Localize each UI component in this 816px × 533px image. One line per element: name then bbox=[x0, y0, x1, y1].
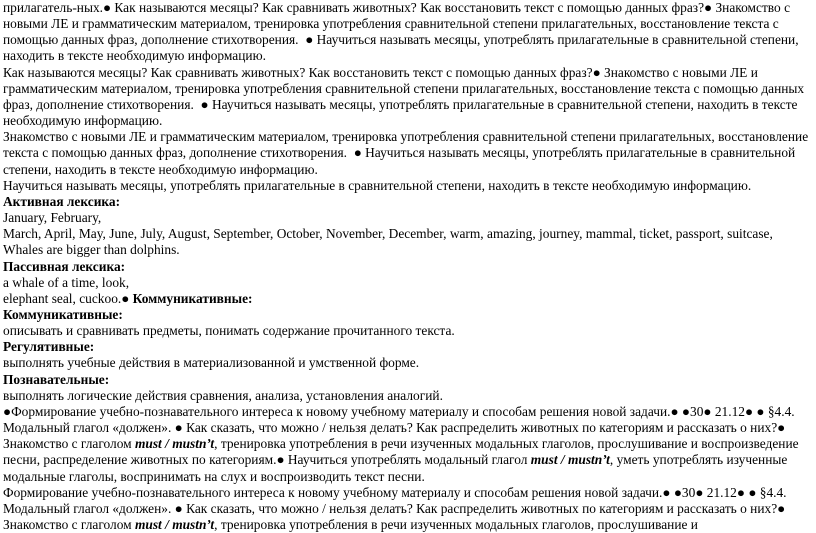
paragraph-lesson-plan-1 bbox=[3, 404, 815, 485]
passive-vocabulary-line-1: a whale of a time, look, bbox=[3, 274, 130, 290]
lesson-plan-1-part-2: , тренировка употребления в речи изученных модальных глаголов, прослушивание и воспроизведение песни, распределение животных по категориям.● Научиться употреблять модальный глагол bbox=[3, 436, 799, 468]
lesson-plan-1-part-3: , уметь употреблять изученные модальные глаголы, воспринимать на слух и воспроизводить текст песни. bbox=[3, 452, 788, 484]
paragraph-lesson-goals-1: прилагатель-ных.● Как называются месяцы? Как сравнивать животных? Как восстановить текст с помощью данных фраз?● Знакомство с новыми ЛЕ и грамматическим материалом, тренировка употребления сравнительной степени прилагательных, восстановление текста с помощью данных фраз, дополнение стихотворения. ● Научиться называть месяцы, употреблять прилагательные в сравнительной степени, находить в тексте необходимую информацию. bbox=[3, 0, 799, 64]
lesson-plan-2-part-2: , тренировка употребления в речи изученных модальных глаголов, прослушивание и bbox=[214, 517, 698, 532]
passive-vocabulary-line-2 bbox=[3, 291, 815, 307]
active-vocabulary-heading: Активная лексика: bbox=[3, 193, 121, 209]
communicative-heading: Коммуникативные: bbox=[3, 306, 123, 322]
modal-verb-term-1: must / mustn’t bbox=[134, 436, 215, 452]
passive-vocabulary-text: elephant seal, cuckoo.● bbox=[3, 290, 133, 306]
modal-verb-term-2: must / mustn’t bbox=[530, 452, 610, 468]
paragraph-lesson-goals-4: Научиться называть месяцы, употреблять прилагательные в сравнительной степени, находить в тексте необходимую информацию. bbox=[3, 177, 752, 193]
communicative-text: описывать и сравнивать предметы, понимать содержание прочитанного текста. bbox=[3, 323, 455, 339]
communicative-inline-heading: Коммуникативные: bbox=[132, 290, 253, 306]
modal-verb-term-3: must / mustn’t bbox=[134, 517, 215, 532]
paragraph-lesson-goals-3: Знакомство с новыми ЛЕ и грамматическим материалом, тренировка употребления сравнительной степени прилагательных, восстановление текста с помощью данных фраз, дополнение стихотворения. ● Научиться называть месяцы, употреблять прилагательные в сравнительной степени, находить в тексте необходимую информацию. bbox=[3, 129, 809, 177]
cognitive-text: выполнять логические действия сравнения, анализа, установления аналогий. bbox=[3, 387, 443, 403]
passive-vocabulary-heading: Пассивная лексика: bbox=[3, 258, 126, 274]
active-vocabulary-line-1: January, February, bbox=[3, 210, 102, 226]
lesson-plan-1-part-1: ●Формирование учебно-познавательного интереса к новому учебному материалу и способам решения новой задачи.● ●30● 21.12● ● §4.4. Модальный глагол «должен». ● Как сказать, что можно / нельзя делать? Как распределить животных по категориям и рассказать о них?● Знакомство с глаголом bbox=[3, 403, 795, 452]
cognitive-heading: Познавательные: bbox=[3, 371, 110, 387]
regulative-text: выполнять учебные действия в материализованной и умственной форме. bbox=[3, 355, 420, 371]
regulative-heading: Регулятивные: bbox=[3, 339, 95, 355]
paragraph-lesson-plan-2 bbox=[3, 485, 815, 533]
paragraph-lesson-goals-2: Как называются месяцы? Как сравнивать животных? Как восстановить текст с помощью данных фраз?● Знакомство с новыми ЛЕ и грамматическим материалом, тренировка употребления сравнительной степени прилагательных, восстановление текста с помощью данных фраз, дополнение стихотворения. ● Научиться называть месяцы, употреблять прилагательные в сравнительной степени, находить в тексте необходимую информацию. bbox=[3, 64, 805, 129]
lesson-plan-2-part-1: Формирование учебно-познавательного интереса к новому учебному материалу и способам решения новой задачи.● ●30● 21.12● ● §4.4. Модальный глагол «должен». ● Как сказать, что можно / нельзя делать? Как распределить животных по категориям и рассказать о них?● Знакомство с глаголом bbox=[3, 484, 787, 532]
active-vocabulary-line-2: March, April, May, June, July, August, September, October, November, December, warm, amazing, journey, mammal, ticket, passport, suitcase, Whales are bigger than dolphins. bbox=[3, 226, 773, 258]
